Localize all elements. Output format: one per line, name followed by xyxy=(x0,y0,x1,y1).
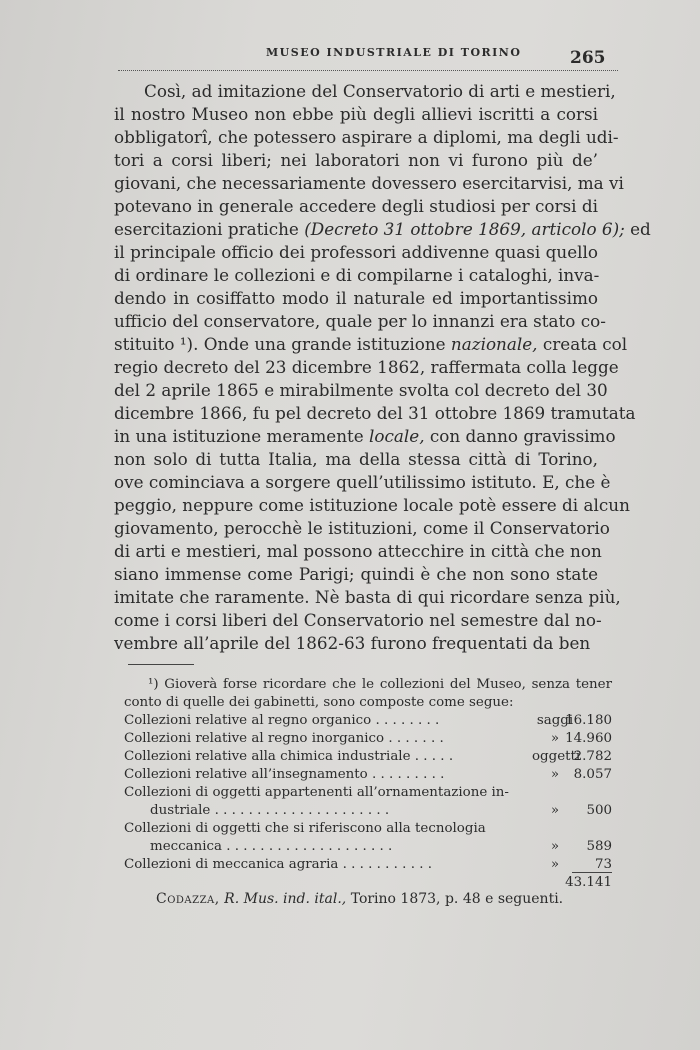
running-title: MUSEO INDUSTRIALE DI TORINO xyxy=(266,46,522,59)
row-value: 73 xyxy=(594,857,612,872)
total-rule xyxy=(572,872,612,873)
text-segment: in una istituzione meramente xyxy=(114,426,364,446)
citation-title: R. Mus. ind. ital., xyxy=(224,891,347,907)
decree-citation: (Decreto 31 ottobre 1869, articolo 6); xyxy=(304,219,625,239)
row-value: 500 xyxy=(586,803,612,818)
row-label: Collezioni relative al regno inorganico . . . . . . . xyxy=(124,731,444,746)
citation-details: Torino 1873, p. 48 e seguenti. xyxy=(350,891,564,907)
text-segment: stituito ¹). Onde una grande istituzione xyxy=(114,334,446,354)
text-line: Così, ad imitazione del Conservatorio di arti e mestieri, xyxy=(144,81,616,101)
row-label: dustriale . . . . . . . . . . . . . . . . . . . . . xyxy=(150,803,390,818)
text-line: ove cominciava a sorgere quell’utilissimo istituto. E, che è xyxy=(114,472,611,492)
text-line: imitate che raramente. Nè basta di qui ricordare senza più, xyxy=(114,587,621,607)
table-row xyxy=(124,748,612,766)
text-line xyxy=(114,425,616,448)
text-line: regio decreto del 23 dicembre 1862, raffermata colla legge xyxy=(114,357,619,377)
row-value: 589 xyxy=(586,839,612,854)
row-value: 16.180 xyxy=(565,713,612,728)
row-unit: » xyxy=(550,731,560,746)
body-text xyxy=(114,80,651,655)
text-segment: con danno gravissimo xyxy=(429,426,616,446)
row-value: 2.782 xyxy=(573,749,612,764)
text-line: ufficio del conservatore, quale per lo innanzi era stato co- xyxy=(114,311,606,331)
text-line: peggio, neppure come istituzione locale potè essere di alcun xyxy=(114,495,630,515)
page-number: 265 xyxy=(570,48,606,68)
text-line: giovani, che necessariamente dovessero esercitarvisi, ma vi xyxy=(114,173,624,193)
table-row xyxy=(124,838,612,856)
emphasis-locale: locale, xyxy=(369,426,425,446)
text-line: il nostro Museo non ebbe più degli allievi iscritti a corsi xyxy=(114,104,598,124)
text-line: potevano in generale accedere degli studiosi per corsi di xyxy=(114,196,598,216)
text-line: tori a corsi liberi; nei laboratori non vi furono più de’ xyxy=(114,150,598,170)
row-unit: saggi xyxy=(536,713,574,728)
footnote-rule xyxy=(128,664,194,665)
row-label: Collezioni di oggetti appartenenti all’ornamentazione in- xyxy=(124,785,509,800)
footnote-intro: conto di quelle dei gabinetti, sono composte come segue: xyxy=(124,695,514,710)
row-value: 14.960 xyxy=(565,731,612,746)
text-line: siano immense come Parigi; quindi è che non sono state xyxy=(114,564,598,584)
text-line: del 2 aprile 1865 e mirabilmente svolta col decreto del 30 xyxy=(114,380,608,400)
row-label: Collezioni relative al regno organico . . . . . . . . xyxy=(124,713,440,728)
row-value: 8.057 xyxy=(573,767,612,782)
row-label: Collezioni di oggetti che si riferiscono alla tecnologia xyxy=(124,821,486,836)
total-value: 43.141 xyxy=(565,875,612,890)
text-line: di ordinare le collezioni e di compilarne i cataloghi, inva- xyxy=(114,265,600,285)
table-row xyxy=(124,820,612,838)
text-line: dicembre 1866, fu pel decreto del 31 ottobre 1869 tramutata xyxy=(114,403,636,423)
text-line: giovamento, perocchè le istituzioni, come il Conservatorio xyxy=(114,518,610,538)
collections-table xyxy=(124,712,612,892)
text-line: il principale officio dei professori addivenne quasi quello xyxy=(114,242,598,262)
text-line: di arti e mestieri, mal possono attecchire in città che non xyxy=(114,541,602,561)
footnote xyxy=(124,676,612,892)
text-segment: ed xyxy=(630,219,651,239)
text-segment: creata col xyxy=(542,334,628,354)
row-unit: oggetti xyxy=(532,749,581,764)
text-line: non solo di tutta Italia, ma della stessa città di Torino, xyxy=(114,449,598,469)
table-row xyxy=(124,730,612,748)
row-label: meccanica . . . . . . . . . . . . . . . . . . . . xyxy=(150,839,393,854)
footnote-citation xyxy=(156,890,576,908)
table-row xyxy=(124,802,612,820)
citation-author: Codazza, xyxy=(156,891,220,907)
table-row xyxy=(124,856,612,874)
text-line: dendo in cosiffatto modo il naturale ed importantissimo xyxy=(114,288,598,308)
row-label: Collezioni relative alla chimica industriale . . . . . xyxy=(124,749,454,764)
table-row xyxy=(124,712,612,730)
row-label: Collezioni di meccanica agraria . . . . . . . . . . . xyxy=(124,857,432,872)
row-unit: » xyxy=(550,803,560,818)
text-line xyxy=(114,218,651,241)
row-unit: » xyxy=(550,767,560,782)
table-row xyxy=(124,766,612,784)
header-rule xyxy=(118,70,618,71)
table-row xyxy=(124,784,612,802)
text-segment: esercitazioni pratiche xyxy=(114,219,299,239)
text-line: obbligatorî, che potessero aspirare a diplomi, ma degli udi- xyxy=(114,127,619,147)
page-header xyxy=(118,40,618,76)
text-line: come i corsi liberi del Conservatorio nel semestre dal no- xyxy=(114,610,602,630)
text-line xyxy=(114,333,628,356)
row-unit: » xyxy=(550,839,560,854)
row-label: Collezioni relative all’insegnamento . . . . . . . . . xyxy=(124,767,445,782)
row-unit: » xyxy=(550,857,560,872)
text-line: vembre all’aprile del 1862-63 furono frequentati da ben xyxy=(114,633,591,653)
footnote-intro: ¹) Gioverà forse ricordare che le collezioni del Museo, senza tener xyxy=(148,677,612,692)
emphasis-nazionale: nazionale, xyxy=(450,334,538,354)
